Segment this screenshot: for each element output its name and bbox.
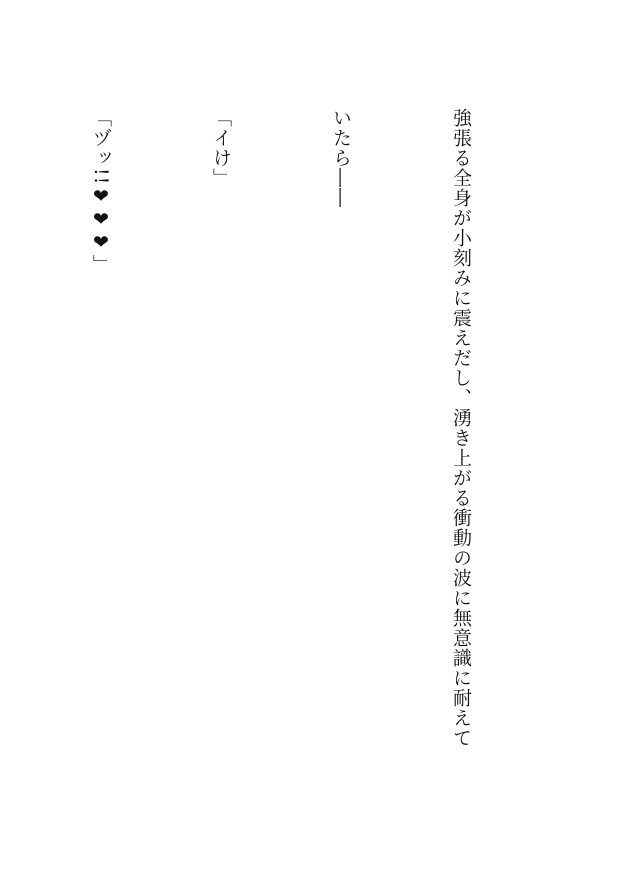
- text-line-1: 強張る全身が小刻みに震えだし、湧き上がる衝動の波に無意識に耐えて: [450, 108, 472, 748]
- vertical-text-body: [0, 108, 561, 808]
- text-line-2: いたら――: [330, 108, 352, 208]
- text-line-3: 「イけ」: [210, 108, 232, 188]
- text-line-4: 「ヅッ!!❤❤❤」: [90, 108, 112, 275]
- text-line-5: [0, 108, 1, 808]
